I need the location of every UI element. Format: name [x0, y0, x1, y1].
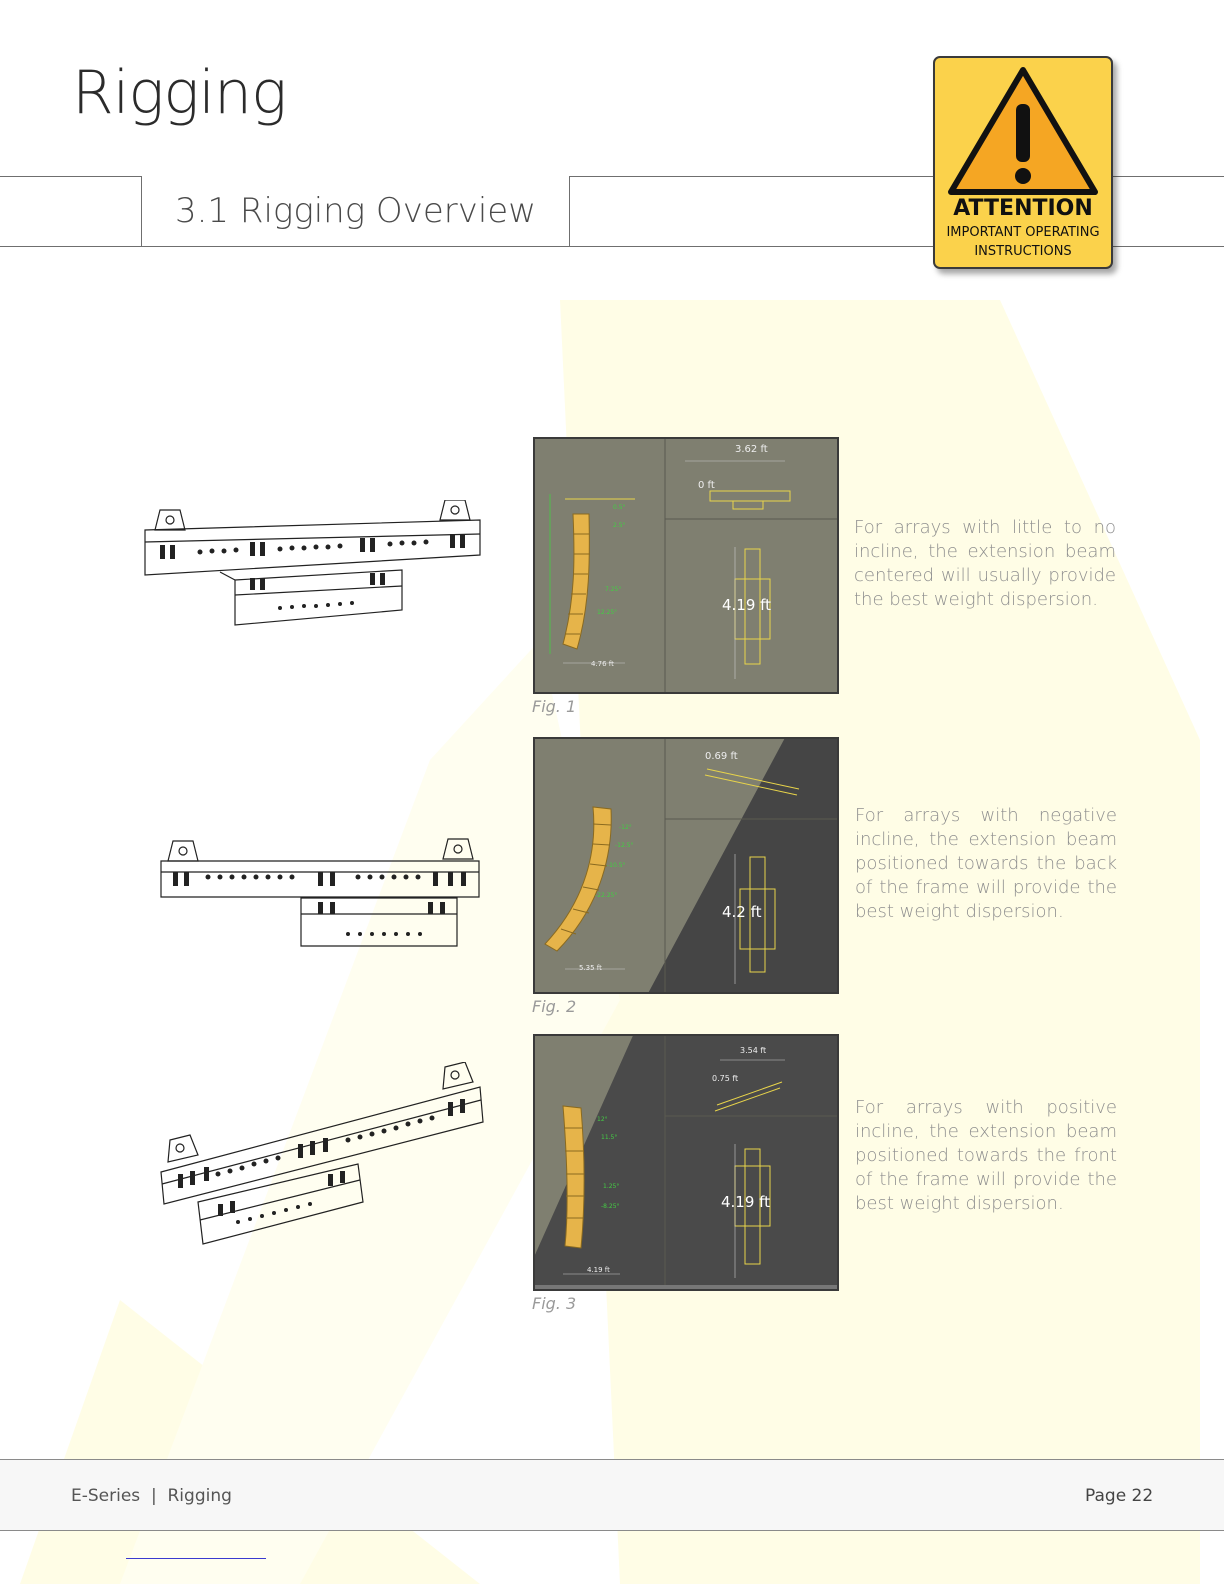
attention-line-1: IMPORTANT OPERATING	[946, 225, 1100, 240]
fig2-offset-label: 0.69 ft	[705, 751, 738, 762]
fig3-height-label: 4.19 ft	[721, 1193, 771, 1211]
rigging-frame-drawing-1	[140, 500, 485, 635]
rigging-frame-drawing-3	[158, 1062, 488, 1247]
array-simulation-1	[535, 439, 837, 692]
fig2-caption: Fig. 2	[532, 997, 577, 1016]
link-underline[interactable]	[126, 1558, 266, 1559]
section-title: 3.1 Rigging Overview	[174, 191, 537, 231]
svg-text:-10.5°: -10.5°	[607, 862, 626, 869]
attention-subtitle	[935, 223, 1111, 261]
fig2-description: For arrays with negative incline, the extension beam positioned towards the back of the frame will provide the best weight dispersion.	[855, 805, 1117, 922]
fig2-height-label: 4.2 ft	[722, 903, 762, 921]
fig1-offset-label: 0 ft	[698, 480, 715, 491]
svg-text:-22.25°: -22.25°	[595, 892, 618, 899]
svg-text:7.25°: 7.25°	[605, 586, 622, 593]
svg-text:11.5°: 11.5°	[601, 1134, 618, 1141]
fig3-bottom-dimension: 4.19 ft	[587, 1266, 610, 1274]
svg-text:2.5°: 2.5°	[613, 522, 626, 529]
array-simulation-3	[535, 1036, 837, 1289]
fig1-bottom-dimension: 4.76 ft	[591, 660, 614, 668]
fig3-caption: Fig. 3	[532, 1294, 577, 1313]
fig1-top-dimension: 3.62 ft	[735, 444, 768, 455]
rigging-frame-drawing-2	[158, 836, 483, 951]
fig3-top-dimension: 3.54 ft	[740, 1046, 767, 1055]
attention-sign	[933, 56, 1113, 269]
page-number: Page 22	[1085, 1486, 1154, 1506]
svg-text:-12°: -12°	[619, 824, 632, 831]
svg-text:1.25°: 1.25°	[603, 1183, 620, 1190]
fig2-bottom-dimension: 5.35 ft	[579, 964, 602, 972]
svg-text:12.25°: 12.25°	[597, 609, 618, 616]
fig1-description: For arrays with little to no incline, the extension beam centered will usually provide the best weight dispersion.	[854, 517, 1116, 610]
fig1-height-label: 4.19 ft	[722, 596, 772, 614]
footer-section-label: E-Series | Rigging	[71, 1486, 232, 1506]
fig3-description: For arrays with positive incline, the extension beam positioned towards the front of the frame will provide the best weight dispersion.	[855, 1097, 1117, 1214]
page-title: Rigging	[72, 58, 287, 128]
section-header-box	[141, 176, 570, 246]
fig3-offset-label: 0.75 ft	[712, 1074, 739, 1083]
array-simulation-2	[535, 739, 837, 992]
attention-line-2: INSTRUCTIONS	[974, 244, 1072, 259]
array-figure-2	[533, 737, 839, 994]
attention-heading: ATTENTION	[953, 196, 1093, 221]
svg-text:-8.25°: -8.25°	[601, 1203, 620, 1210]
array-figure-3	[533, 1034, 839, 1291]
fig1-caption: Fig. 1	[532, 697, 577, 716]
array-figure-1	[533, 437, 839, 694]
warning-triangle-icon	[947, 66, 1099, 196]
svg-text:12°: 12°	[597, 1116, 608, 1123]
svg-text:-12.5°: -12.5°	[615, 842, 634, 849]
svg-text:0.5°: 0.5°	[613, 504, 626, 511]
